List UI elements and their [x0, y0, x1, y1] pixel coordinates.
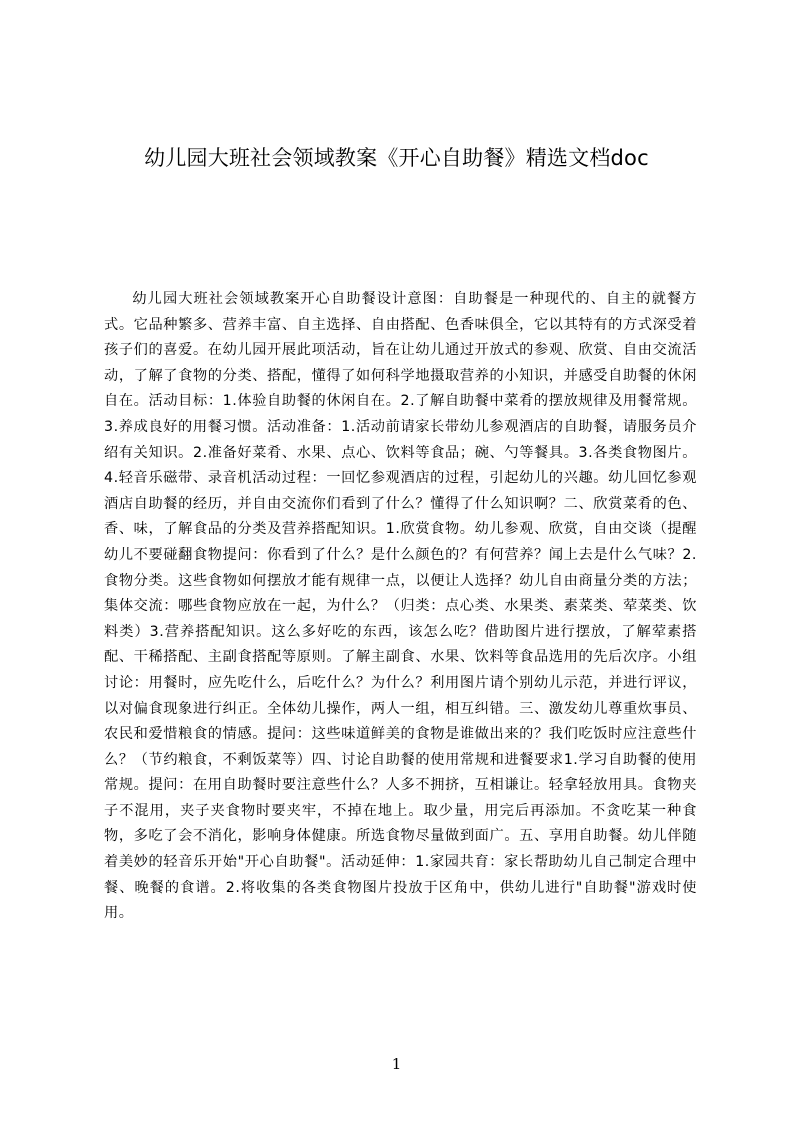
page-number: 1 [391, 1055, 402, 1073]
document-title: 幼儿园大班社会领域教案《开心自助餐》精选文档doc [144, 146, 649, 170]
document-body-paragraph: 幼儿园大班社会领域教案开心自助餐设计意图：自助餐是一种现代的、自主的就餐方式。它品种繁多、营养丰富、自主选择、自由搭配、色香味俱全，它以其特有的方式深受着孩子们的喜爱。在幼儿园开展此项活动，旨在让幼儿通过开放式的参观、欣赏、自由交流活动，了解了食物的分类、搭配，懂得了如何科学地摄取营养的小知识，并感受自助餐的休闲自在。活动目标：1.体验自助餐的休闲自在。2.了解自助餐中菜肴的摆放规律及用餐常规。3.养成良好的用餐习惯。活动准备：1.活动前请家长带幼儿参观酒店的自助餐，请服务员介绍有关知识。2.准备好菜肴、水果、点心、饮料等食品；碗、勺等餐具。3.各类食物图片。4.轻音乐磁带、录音机活动过程：一回忆参观酒店的过程，引起幼儿的兴趣。幼儿回忆参观酒店自助餐的经历，并自由交流你们看到了什么？懂得了什么知识啊？二、欣赏菜肴的色、香、味，了解食品的分类及营养搭配知识。1.欣赏食物。幼儿参观、欣赏，自由交谈（提醒幼儿不要碰翻食物提问：你看到了什么？是什么颜色的？有何营养？闻上去是什么气味？2.食物分类。这些食物如何摆放才能有规律一点，以便让人选择？幼儿自由商量分类的方法；集体交流：哪些食物应放在一起，为什么？（归类：点心类、水果类、素菜类、荤菜类、饮料类）3.营养搭配知识。这么多好吃的东西，该怎么吃？借助图片进行摆放，了解荤素搭配、干稀搭配、主副食搭配等原则。了解主副食、水果、饮料等食品选用的先后次序。小组讨论：用餐时，应先吃什么，后吃什么？为什么？利用图片请个别幼儿示范，并进行评议，以对偏食现象进行纠正。全体幼儿操作，两人一组，相互纠错。三、激发幼儿尊重炊事员、农民和爱惜粮食的情感。提问：这些味道鲜美的食物是谁做出来的？我们吃饭时应注意些什么？（节约粮食，不剩饭菜等）四、讨论自助餐的使用常规和进餐要求1.学习自助餐的使用常规。提问：在用自助餐时要注意些什么？人多不拥挤，互相谦让。轻拿轻放用具。食物夹子不混用，夹子夹食物时要夹牢，不掉在地上。取少量，用完后再添加。不贪吃某一种食物，多吃了会不消化，影响身体健康。所选食物尽量做到面广。五、享用自助餐。幼儿伴随着美妙的轻音乐开始"开心自助餐"。活动延伸：1.家园共育：家长帮助幼儿自己制定合理中餐、晚餐的食谱。2.将收集的各类食物图片投放于区角中，供幼儿进行"自助餐"游戏时使用。 [104, 291, 697, 922]
